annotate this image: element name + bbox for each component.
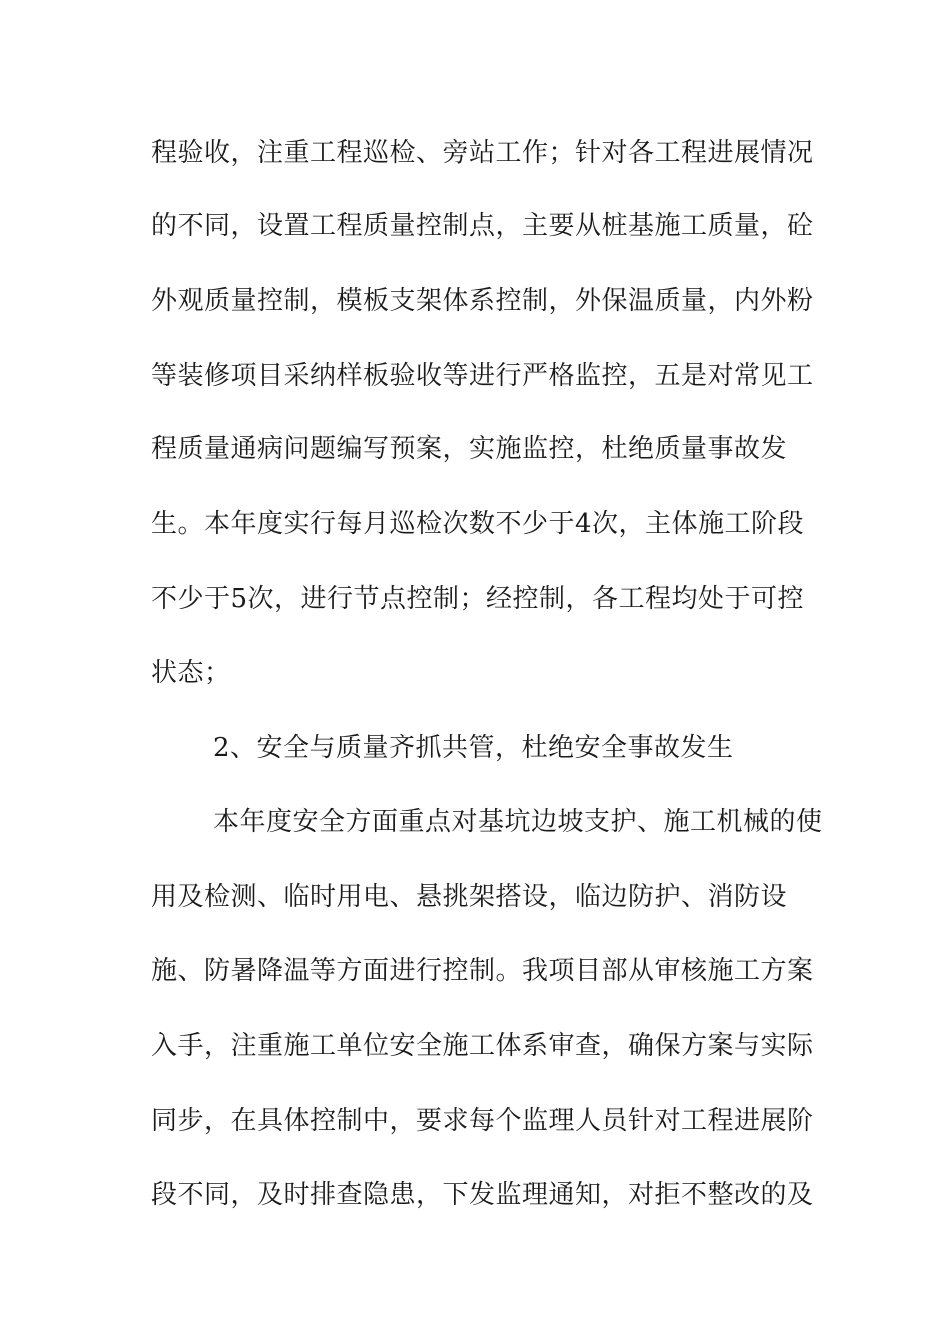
paragraph-line: 的不同，设置工程质量控制点，主要从桩基施工质量，砼 <box>151 211 814 241</box>
paragraph-line: 入手，注重施工单位安全施工体系审查，确保方案与实际 <box>151 1031 814 1061</box>
paragraph-line: 程质量通病问题编写预案，实施监控，杜绝质量事故发 <box>151 434 788 464</box>
paragraph-line: 本年度安全方面重点对基坑边坡支护、施工机械的使 <box>213 807 823 837</box>
paragraph-line: 同步，在具体控制中，要求每个监理人员针对工程进展阶 <box>151 1106 814 1136</box>
paragraph-line: 用及检测、临时用电、悬挑架搭设，临边防护、消防设 <box>151 882 788 912</box>
paragraph-line: 状态； <box>151 658 231 688</box>
paragraph-line: 施、防暑降温等方面进行控制。我项目部从审核施工方案 <box>151 956 814 986</box>
paragraph-line: 程验收，注重工程巡检、旁站工作；针对各工程进展情况 <box>151 138 814 168</box>
paragraph-line: 外观质量控制，模板支架体系控制，外保温质量，内外粉 <box>151 286 814 316</box>
paragraph-line: 段不同，及时排查隐患，下发监理通知，对拒不整改的及 <box>151 1180 814 1210</box>
paragraph-line: 不少于5次，进行节点控制；经控制，各工程均处于可控 <box>151 584 805 614</box>
paragraph-line: 等装修项目采纳样板验收等进行严格监控，五是对常见工 <box>151 361 814 391</box>
section-heading: 2、安全与质量齐抓共管，杜绝安全事故发生 <box>213 733 734 763</box>
paragraph-line: 生。本年度实行每月巡检次数不少于4次，主体施工阶段 <box>151 509 805 539</box>
